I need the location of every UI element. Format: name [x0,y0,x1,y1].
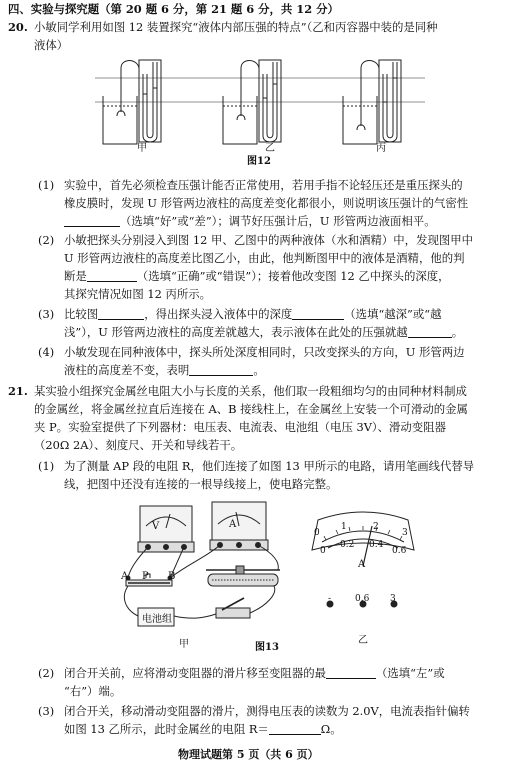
dial-scale-top-2: 2 [373,522,379,532]
q21-p1-number: (1) [38,459,55,473]
figure-13-circuit [108,498,298,638]
dial-terminal-minus: - [328,594,332,604]
dial-scale-top-1: 1 [341,522,347,532]
section-title: 四、实验与探究题（第 20 题 6 分，第 21 题 6 分，共 12 分） [8,2,339,16]
q21-p3-line1: 闭合开关，移动滑动变阻器的滑片，测得电压表的读数为 2.0V，电流表指针偏转 [64,704,470,718]
answer-blank[interactable] [87,269,137,282]
dial-scale-bottom-2: 0.4 [369,540,384,550]
q20-p1-line3: （选填“好”或“差”）；调节好压强计后，U 形管两边液面相平。 [64,212,436,230]
q21-stem-line4: （20Ω 2A）、刻度尺、开关和导线若干。 [34,438,243,452]
q20-p1-line1: 实验中，首先必须检查压强计能否正常使用，若用手指不论轻压还是重压探头的 [64,178,463,192]
q20-stem-line1: 小敏同学利用如图 12 装置探究“液体内部压强的特点”（乙和丙容器中装的是同种 [34,20,438,34]
fig12-label-bing: 丙 [376,143,386,154]
q20-p2-line3: 断是 （选填“正确”或“错误”）；接着他改变图 12 乙中探头的深度， [64,269,450,283]
q21-number: 21. [8,384,28,398]
battery-label: 电池组 [142,614,172,625]
dial-scale-top-0: 0 [314,528,320,538]
q21-p3-number: (3) [38,704,55,718]
q21-p1-line1: 为了测量 AP 段的电阻 R，他们连接了如图 13 甲所示的电路，请用笔画线代替导 [64,459,475,473]
terminal-label-a: A [121,571,129,582]
page-footer: 物理试题第 5 页（共 6 页） [178,748,319,761]
q20-p3-line2: 浅”），U 形管两边液柱的高度差就越大，表示液体在此处的压强就越 。 [64,325,464,339]
answer-blank[interactable] [64,214,120,227]
q21-p3-line2: 如图 13 乙所示，此时金属丝的电阻 R＝ Ω。 [64,722,342,736]
fig13-label-yi: 乙 [358,635,368,646]
q21-p2-line1: 闭合开关前，应将滑动变阻器的滑片移至变阻器的最 （选填“左”或 [64,666,445,680]
rheostat [206,566,280,586]
q20-p2-line4: 其探究情况如图 12 丙所示。 [64,287,212,301]
answer-blank[interactable] [98,307,144,320]
dial-scale-bottom-1: 0.2 [340,540,355,550]
dial-terminal-0-6: 0.6 [355,594,370,604]
voltmeter [138,506,194,552]
voltmeter-symbol: V [152,521,160,532]
dial-terminal-3: 3 [390,594,396,604]
q20-p1-line2: 橡皮膜时，发现 U 形管两边液柱的高度差变化都很小，则说明该压强计的气密性 [64,196,469,210]
fig12-label-jia: 甲 [137,143,147,154]
switch [216,598,250,618]
fig13-caption: 图13 [255,642,279,653]
q20-stem-line2: 液体） [34,38,69,52]
q20-p3-number: (3) [38,307,55,321]
q20-p4-number: (4) [38,345,55,359]
terminal-label-b: B [168,571,176,582]
q20-p4-line2: 液柱的高度差不变，表明 。 [64,363,265,377]
answer-blank[interactable] [292,307,344,320]
ammeter-symbol: A [229,519,237,530]
q20-p4-line1: 小敏发现在同种液体中，探头所处深度相同时，只改变探头的方向，U 形管两边 [64,345,465,359]
q21-stem-line2: 的金属丝，将金属丝拉直后连接在 A、B 接线柱上，在金属丝上安装一个可滑动的金属 [34,402,468,416]
answer-blank[interactable] [269,722,321,735]
answer-blank[interactable] [326,666,376,679]
q21-p1-line2: 线，把图中还没有连接的一根导线接上，使电路完整。 [64,477,338,491]
ammeter [210,502,268,550]
q21-p2-line2: “右”）端。 [64,684,122,698]
q21-stem-line1: 某实验小组探究金属丝电阻大小与长度的关系，他们取一段粗细均匀的由同种材料制成 [34,384,467,398]
q20-p3-line1: 比较图 ，得出探头浸入液体中的深度 （选填“越深”或“越 [64,307,442,321]
fig12-label-yi: 乙 [265,143,275,154]
dial-scale-top-3: 3 [402,528,408,538]
q20-p2-line2: U 形管两边液柱的高度差比图乙小，由此，他判断图甲中的液体是酒精，他的判 [64,251,465,265]
q21-p2-number: (2) [38,666,55,680]
terminal-label-p: P [142,571,149,582]
dial-symbol: A [358,559,366,570]
fig13-label-jia: 甲 [179,639,189,650]
fig12-caption: 图12 [247,156,271,167]
answer-blank[interactable] [408,325,452,338]
dial-scale-bottom-3: 0.6 [392,546,407,556]
q20-p2-number: (2) [38,233,55,247]
q21-stem-line3: 夹 P。实验室提供了下列器材：电压表、电流表、电池组（电压 3V）、滑动变阻器 [34,420,446,434]
q20-p2-line1: 小敏把探头分别浸入到图 12 甲、乙图中的两种液体（水和酒精）中，发现图甲中 [64,233,474,247]
figure-12 [95,54,425,154]
q20-number: 20. [8,20,28,34]
answer-blank[interactable] [189,363,253,376]
dial-scale-bottom-0: 0 [320,546,326,556]
q20-p1-number: (1) [38,178,55,192]
